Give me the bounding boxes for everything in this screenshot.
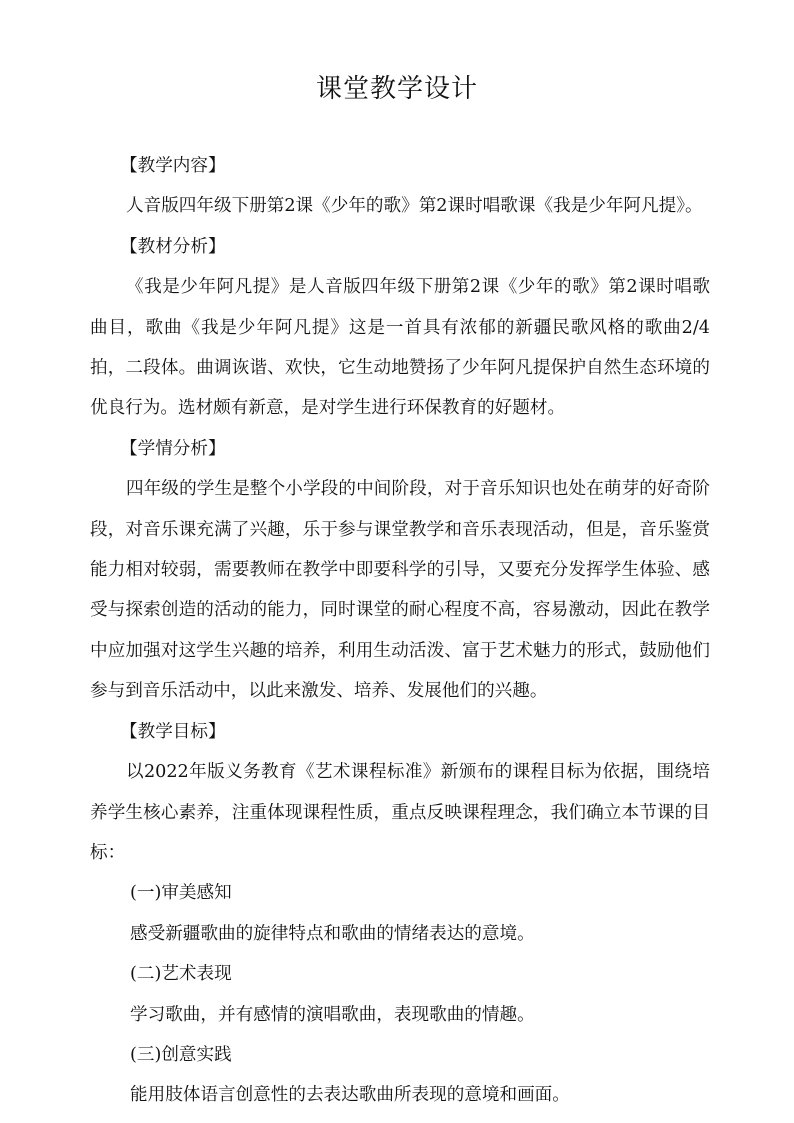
paragraph-goals: 以2022年版义务教育《艺术课程标准》新颁布的课程目标为依据，围绕培养学生核心素养，注重体现课程性质，重点反映课程理念，我们确立本节课的目标： [90, 762, 710, 863]
paragraph-analysis: 《我是少年阿凡提》是人音版四年级下册第2课《少年的歌》第2课时唱歌曲目，歌曲《我是少年阿凡提》这是一首具有浓郁的新疆民歌风格的歌曲2/4拍，二段体。曲调诙谐、欢快，它生动地赞扬了少年阿凡提保护自然生态环境的优良行为。选材颇有新意，是对学生进行环保教育的好题材。 [90, 277, 710, 419]
section-heading-content: 【教学内容】 [120, 156, 226, 176]
section-heading-students: 【学情分析】 [120, 438, 226, 459]
goal-text: 学习歌曲，并有感情的演唱歌曲，表现歌曲的情趣。 [130, 1004, 535, 1025]
goal-label: (三)创意实践 [130, 1044, 232, 1065]
section-heading-goals: 【教学目标】 [120, 721, 226, 742]
page-title: 课堂教学设计 [315, 74, 478, 104]
goal-text: 感受新疆歌曲的旋律特点和歌曲的情绪表达的意境。 [130, 923, 535, 944]
goal-label: (二)艺术表现 [130, 964, 232, 985]
paragraph-students: 四年级的学生是整个小学段的中间阶段，对于音乐知识也处在萌芽的好奇阶段，对音乐课充满了兴趣，乐于参与课堂教学和音乐表现活动，但是，音乐鉴赏能力相对较弱，需要教师在教学中即要科学的引导，又要充分发挥学生体验、感受与探索创造的活动的能力，同时课堂的耐心程度不高，容易激动，因此在教学中应加强对这学生兴趣的培养，利用生动活泼、富于艺术魅力的形式，鼓励他们参与到音乐活动中，以此来激发、培养、发展他们的兴趣。 [90, 479, 710, 702]
paragraph-content: 人音版四年级下册第2课《少年的歌》第2课时唱歌课《我是少年阿凡提》。 [126, 196, 703, 217]
goal-text: 能用肢体语言创意性的去表达歌曲所表现的意境和画面。 [130, 1085, 570, 1106]
goal-label: (一)审美感知 [130, 883, 232, 904]
document-body [90, 146, 710, 1116]
section-heading-analysis: 【教材分析】 [120, 236, 226, 257]
